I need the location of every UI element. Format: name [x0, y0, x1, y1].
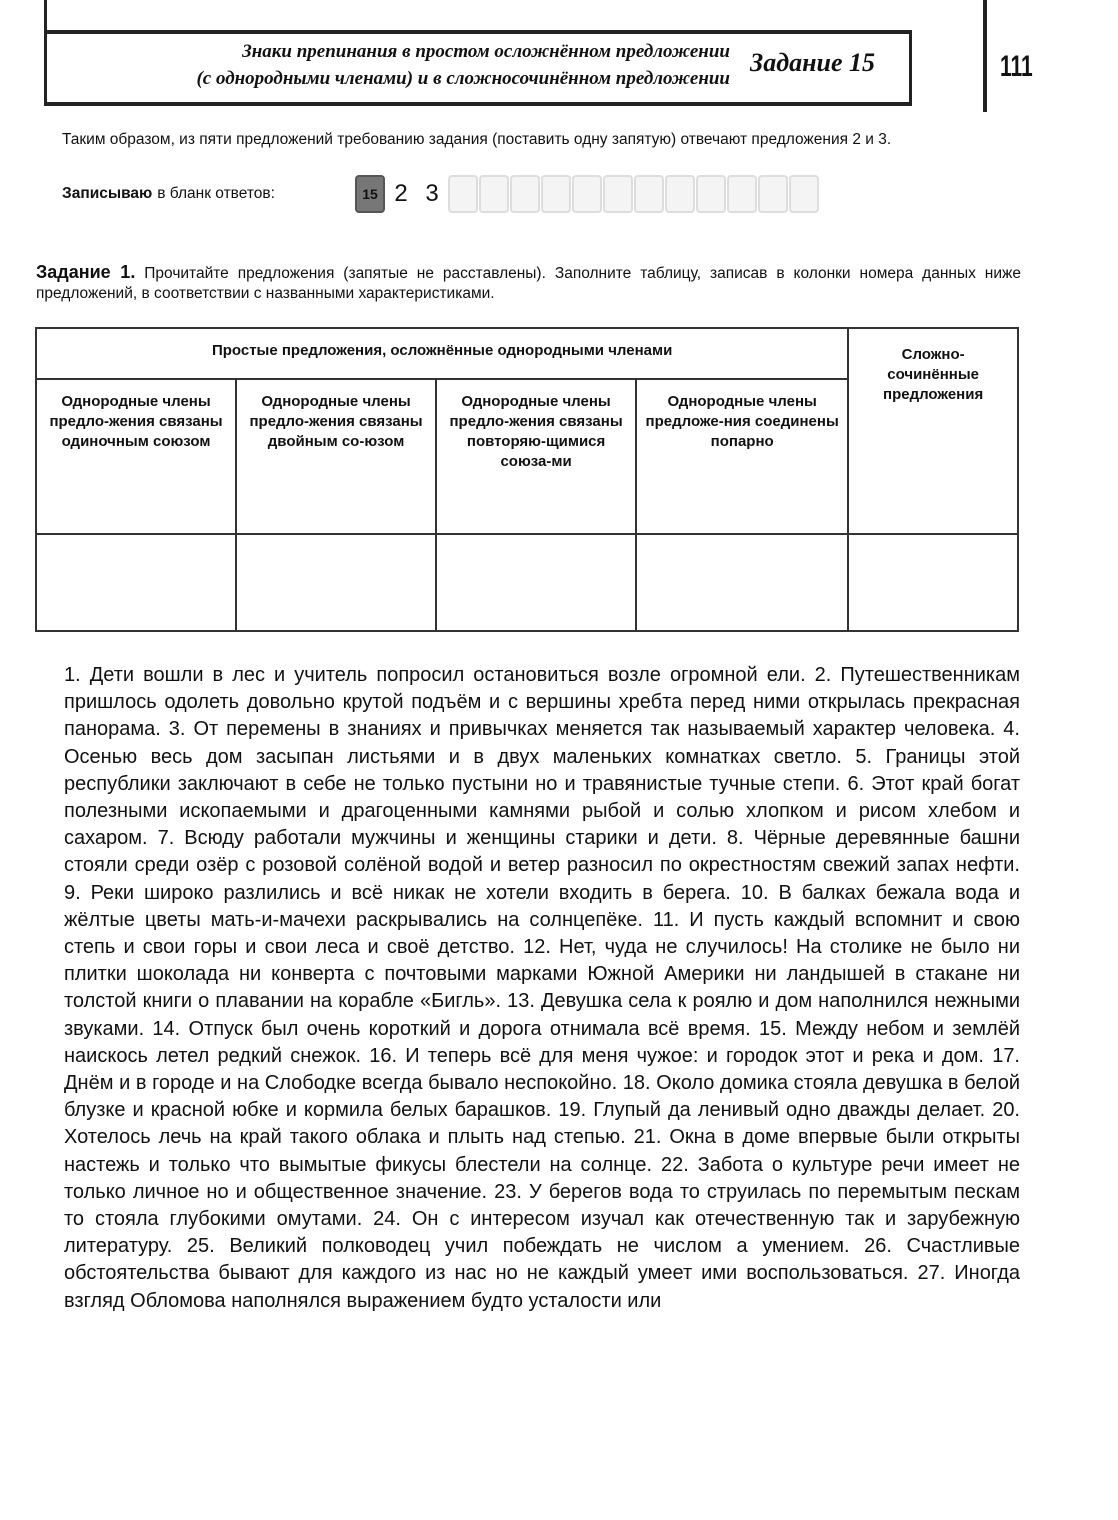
empty-cell: [510, 175, 540, 213]
empty-cell: [448, 175, 478, 213]
task-label: Задание 15: [750, 48, 876, 77]
empty-cell: [572, 175, 602, 213]
task-number-cell: 15: [355, 175, 385, 213]
right-rule: [983, 0, 987, 112]
answer-cell-3[interactable]: [436, 534, 636, 631]
title-line-2: (с однородными членами) и в сложносочинённом предложении: [196, 68, 730, 89]
task1-instructions: [36, 262, 1021, 304]
column-header: Однородные члены предложе-ния соединены попарно: [636, 379, 848, 534]
answer-cell: 2: [386, 175, 416, 213]
empty-cell: [603, 175, 633, 213]
answer-cell-5[interactable]: [848, 534, 1018, 631]
column-header: Однородные члены предло-жения связаны повторяю-щимися союза-ми: [436, 379, 636, 534]
column-header: Однородные члены предло-жения связаны двойным со-юзом: [236, 379, 436, 534]
answer-cell-4[interactable]: [636, 534, 848, 631]
answer-cell-1[interactable]: [36, 534, 236, 631]
answer-label-bold: Записываю: [62, 185, 153, 202]
section-title: [60, 38, 730, 92]
classification-table: [35, 327, 1019, 632]
empty-cell: [541, 175, 571, 213]
empty-cell: [727, 175, 757, 213]
task1-title: Задание 1.: [36, 262, 136, 282]
empty-cell: [789, 175, 819, 213]
compound-header: Сложно-сочинённые предложения: [848, 328, 1018, 534]
empty-cell: [758, 175, 788, 213]
answer-label: [62, 185, 275, 203]
answer-cells: [355, 175, 820, 213]
sentences-text: 1. Дети вошли в лес и учитель попросил остановиться возле огромной ели. 2. Путешественникам пришлось одолеть довольно крутой подъём и с вершины хребта перед ними открылась прекрасная панорама. 3. От перемены в знаниях и привычках меняется так называемый характер человека. 4. Осенью весь дом засыпан листьями и в двух маленьких комнатках светло. 5. Границы этой республики заключают в себе не только пустыни но и травянистые тучные степи. 6. Этот край богат полезными ископаемыми и драгоценными камнями рыбой и солью хлопком и рисом хлебом и сахаром. 7. Всюду работали мужчины и женщины старики и дети. 8. Чёрные деревянные башни стояли среди озёр с розовой солёной водой и ветер разносил по окрестностям свежий запах нефти. 9. Реки широко разлились и всё никак не хотели входить в берега. 10. В балках бежала вода и жёлтые цветы мать-и-мачехи раскрывались на солнцепёке. 11. И пусть каждый вспомнит и свою степь и свои горы и свои леса и своё детство. 12. Нет, чуда не случилось! На столике не было ни плитки шоколада ни конверта с почтовыми марками Южной Америки ни ландышей в стакане ни толстой книги о плавании на корабле «Бигль». 13. Девушка села к роялю и дом наполнился нежными звуками. 14. Отпуск был очень короткий и дорога отнимала всё время. 15. Между небом и землёй наискось летел редкий снежок. 16. И теперь всё для меня чужое: и городок этот и река и дом. 17. Днём и в городе и на Слободке всегда бывало неспокойно. 18. Около домика стояла девушка в белой блузке и красной юбке и кормила белых барашков. 19. Глупый да ленивый одно дважды делает. 20. Хотелось лечь на край такого облака и плыть над степью. 21. Окна в доме впервые были открыты настежь и только что вымытые фикусы блестели на солнце. 22. Забота о культуре речи имеет не только личное но и общественное значение. 23. У берегов вода то струилась по перемытым пескам то стояла глубокими омутами. 24. Он с интересом изучал как отечественную так и зарубежную литературу. 25. Великий полководец учил побеждать не числом а умением. 26. Счастливые обстоятельства бывают для каждого из нас но не каждый умеет ими воспользоваться. 27. Иногда взгляд Обломова наполнялся выражением будто усталости или: [64, 664, 1020, 1312]
column-header: Однородные члены предло-жения связаны одиночным союзом: [36, 379, 236, 534]
empty-cell: [479, 175, 509, 213]
answer-cell: 3: [417, 175, 447, 213]
task1-text: Прочитайте предложения (запятые не расставлены). Заполните таблицу, записав в колонки номера данных ниже предложений, в соответствии с названными характеристиками.: [36, 265, 1022, 302]
group-header: Простые предложения, осложнённые однородными членами: [36, 328, 848, 379]
intro-paragraph: Таким образом, из пяти предложений требованию задания (поставить одну запятую) отвечают предложения 2 и 3.: [62, 131, 892, 148]
empty-cell: [634, 175, 664, 213]
empty-cell: [696, 175, 726, 213]
title-line-1: Знаки препинания в простом осложнённом предложении: [242, 41, 730, 62]
answer-cell-2[interactable]: [236, 534, 436, 631]
page-number: 111: [1000, 50, 1033, 83]
answer-label-text: в бланк ответов:: [157, 185, 275, 202]
empty-cell: [665, 175, 695, 213]
